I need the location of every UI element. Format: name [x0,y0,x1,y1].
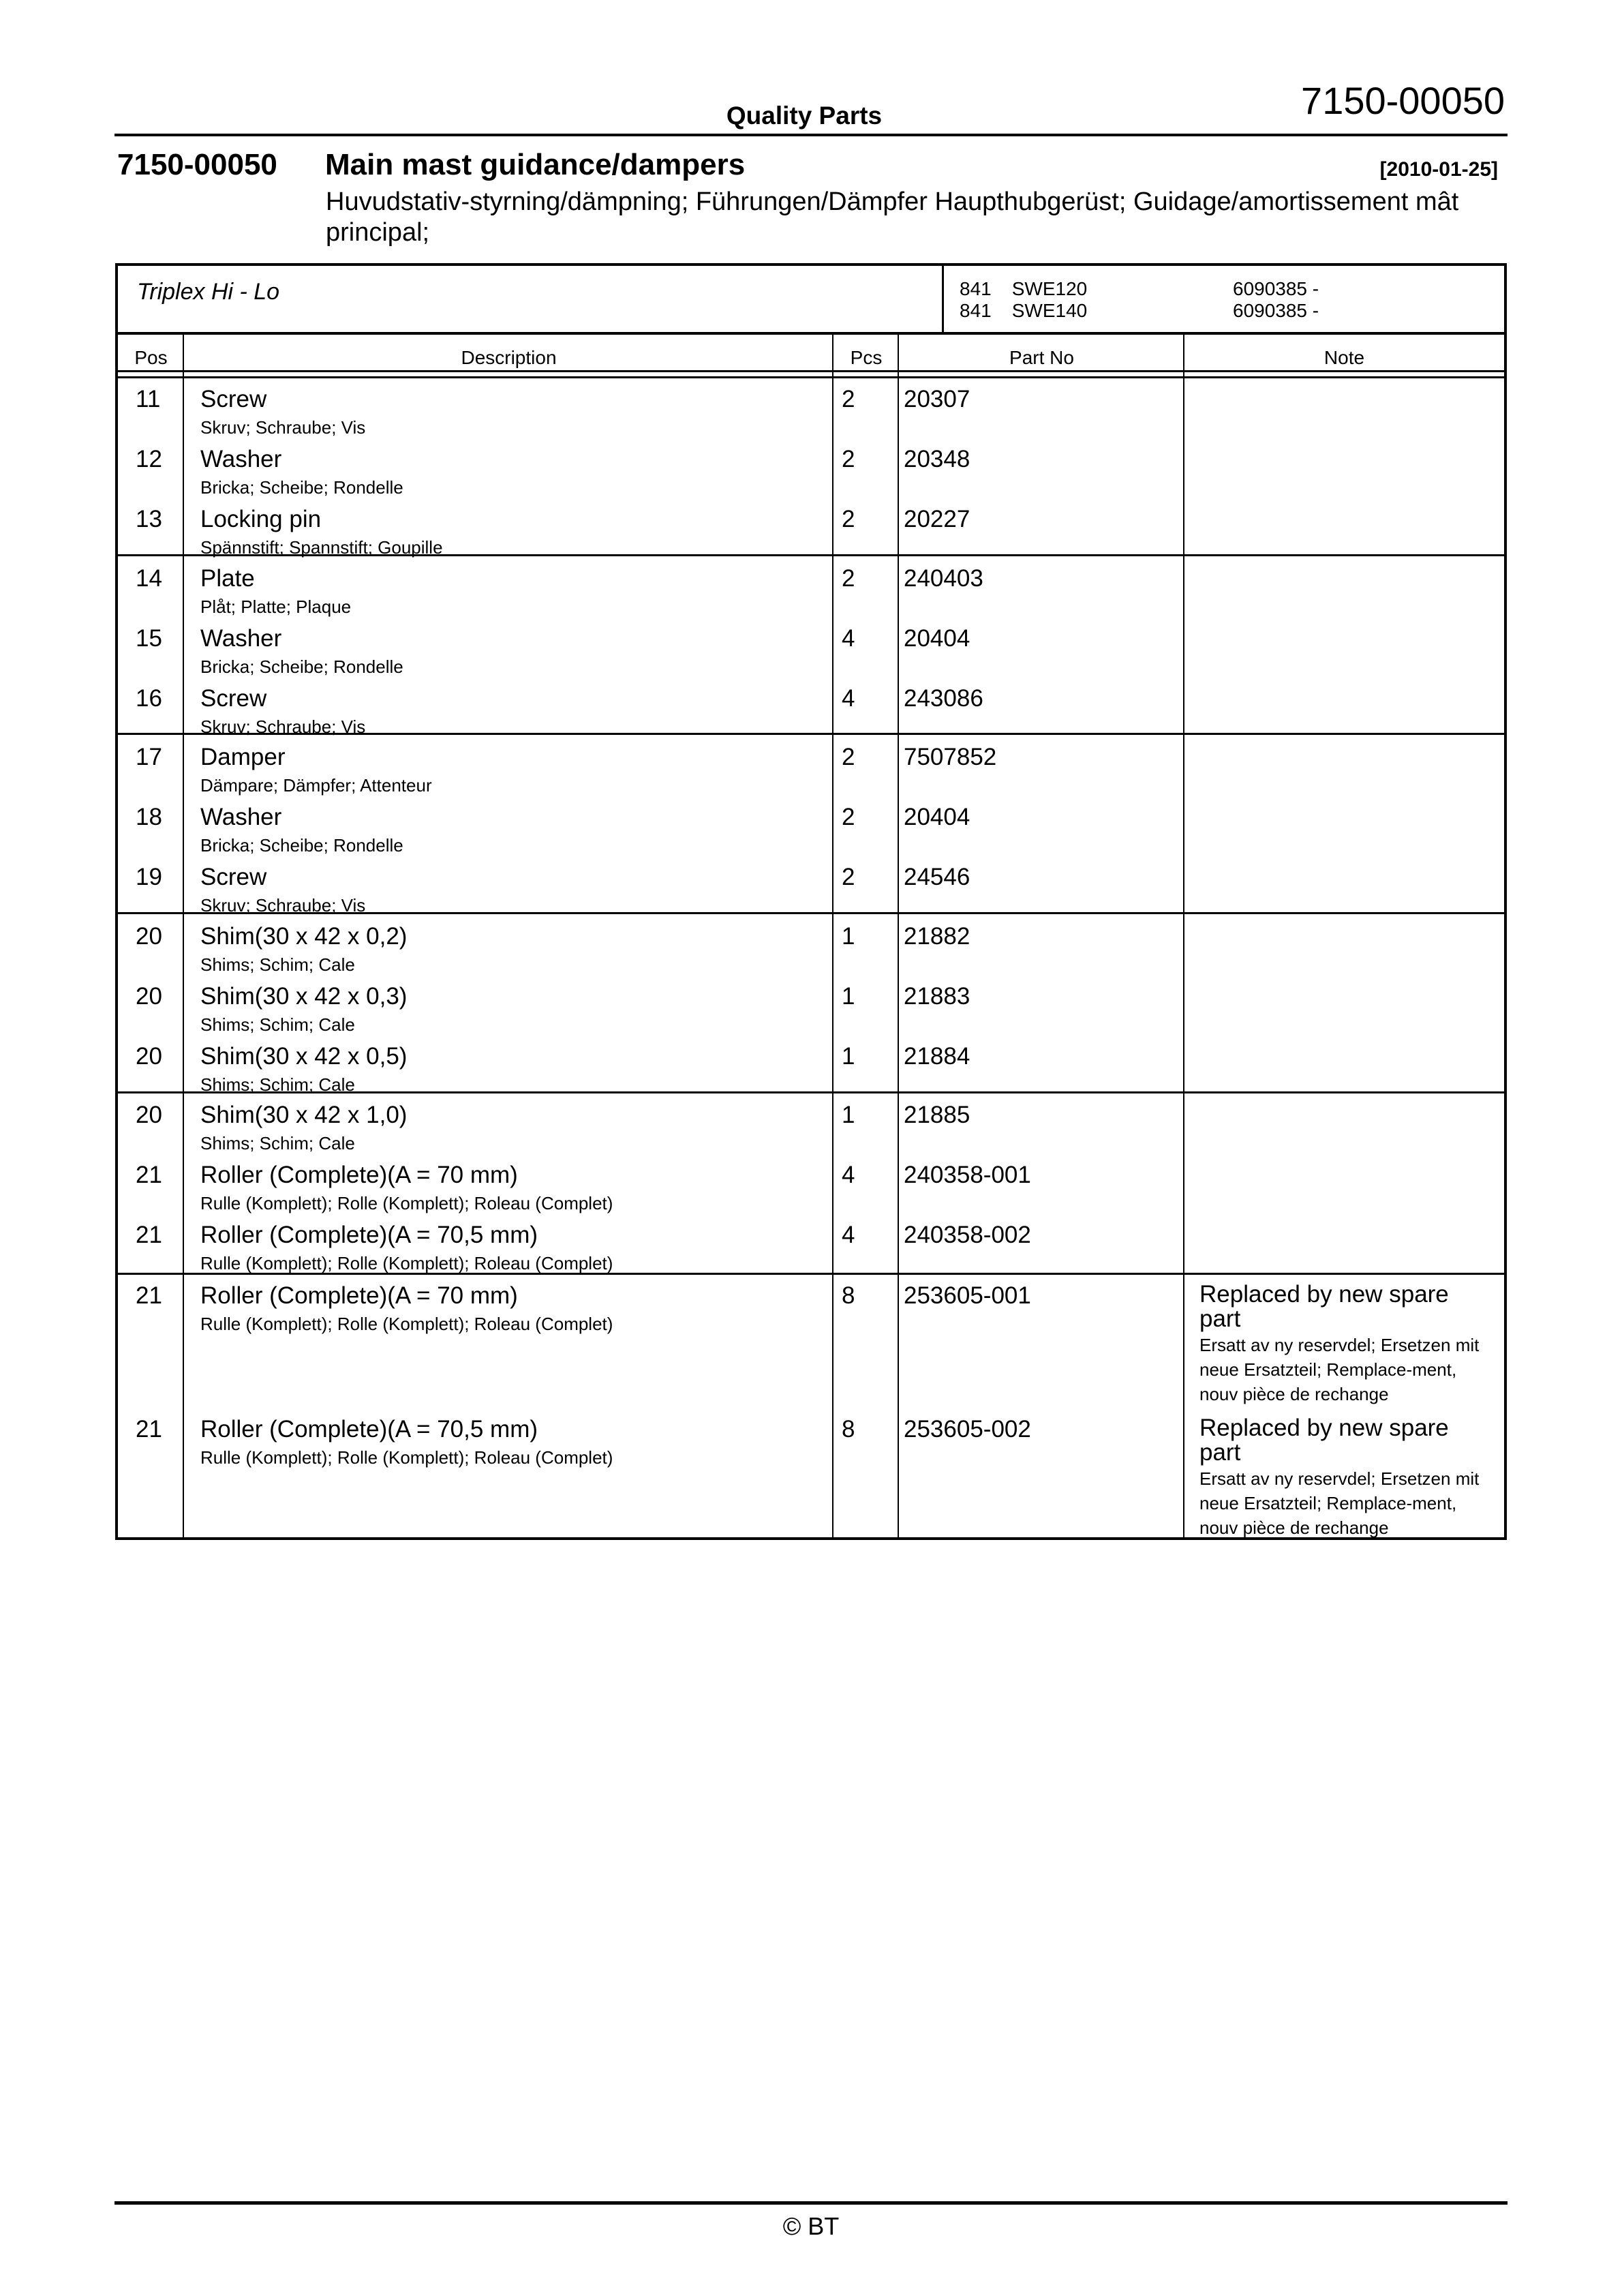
part-name-translations: Shims; Schim; Cale [200,954,355,975]
note-cell [1199,744,1486,745]
description-cell [200,744,432,797]
part-name-translations: Skruv; Schraube; Vis [200,716,366,737]
part-name: Roller (Complete)(A = 70,5 mm) [200,1416,538,1442]
info-bottom-rule [118,332,1504,335]
column-header-pcs: Pcs [850,347,883,368]
note-cell [1199,625,1486,626]
part-number-cell[interactable]: 21882 [904,923,970,950]
pos-cell: 14 [136,565,162,592]
part-name: Screw [200,685,267,712]
column-header-pos: Pos [134,347,168,368]
revision-date: [2010-01-25] [1379,158,1498,181]
part-number-cell[interactable]: 20404 [904,804,970,830]
document-number: 7150-00050 [1301,79,1505,122]
pcs-cell: 4 [842,1222,855,1248]
applicability-code: 841 [960,300,992,321]
note-text: Replaced by new spare part [1199,1415,1449,1466]
footer-divider [114,2201,1508,2205]
pos-cell: 11 [136,386,161,412]
note-cell [1199,1222,1486,1223]
part-name: Washer [200,446,282,472]
model-name: Triplex Hi - Lo [137,279,280,305]
description-cell [200,923,407,976]
description-cell [200,1222,613,1275]
part-name: Screw [200,386,267,412]
pcs-cell: 2 [842,864,855,890]
pcs-cell: 8 [842,1282,855,1309]
part-name: Washer [200,625,282,652]
note-cell [1199,386,1486,387]
header-rule-bottom [118,376,1504,378]
note-cell [1199,1162,1486,1163]
section-title: Quality Parts [726,102,883,130]
applicability-code: 841 [960,278,992,299]
note-cell [1199,923,1486,924]
part-number-cell[interactable]: 240358-001 [904,1162,1031,1188]
pos-cell: 20 [136,983,162,1010]
applicability-model: SWE140 [1011,300,1088,321]
pos-cell: 20 [136,1043,162,1070]
part-name: Damper [200,744,286,770]
part-name-translations: Rulle (Komplett); Rolle (Komplett); Roleau (Complet) [200,1253,613,1273]
description-cell [200,685,365,738]
part-number-cell[interactable]: 20404 [904,625,970,652]
note-translations: Ersatt av ny reservdel; Ersetzen mit neue Ersatzteil; Remplace-ment, nouv pièce de rechange [1199,1468,1480,1538]
serial-range: 6090385 - [1233,300,1319,321]
pos-cell: 21 [136,1282,162,1309]
group-code: 7150-00050 [117,148,277,181]
part-name: Plate [200,565,255,592]
column-header-part-no: Part No [1009,347,1074,368]
applicability-row [960,300,1087,322]
title-translations: Huvudstativ-styrning/dämpning; Führungen/Dämpfer Haupthubgerüst; Guidage/amortissement mât principal; [326,187,1459,247]
note-cell [1199,1043,1486,1044]
column-divider [1183,333,1184,1540]
column-divider [898,333,899,1540]
description-cell [200,565,351,618]
pos-cell: 18 [136,804,162,830]
serial-range: 6090385 - [1233,278,1319,299]
description-cell [200,864,365,917]
pcs-cell: 4 [842,1162,855,1188]
applicability-row [960,278,1087,300]
pos-cell: 21 [136,1222,162,1248]
pos-cell: 20 [136,923,162,950]
part-name: Shim(30 x 42 x 1,0) [200,1102,408,1128]
note-translations: Ersatt av ny reservdel; Ersetzen mit neue Ersatzteil; Remplace-ment, nouv pièce de rechange [1199,1335,1480,1404]
pcs-cell: 2 [842,804,855,830]
part-name-translations: Rulle (Komplett); Rolle (Komplett); Roleau (Complet) [200,1447,613,1468]
note-cell [1199,1416,1486,1540]
note-cell [1199,685,1486,686]
part-name-translations: Bricka; Scheibe; Rondelle [200,656,403,677]
note-cell [1199,804,1486,805]
pcs-cell: 4 [842,685,855,712]
pcs-cell: 2 [842,744,855,770]
pcs-cell: 1 [842,1043,855,1070]
note-cell [1199,565,1486,567]
copyright: © BT [782,2212,840,2240]
part-name: Washer [200,804,282,830]
part-number-cell[interactable]: 253605-001 [904,1282,1031,1309]
part-number-cell[interactable]: 20348 [904,446,970,472]
part-name-translations: Shims; Schim; Cale [200,1074,355,1095]
header-divider [114,134,1508,136]
part-name: Shim(30 x 42 x 0,2) [200,923,408,950]
note-cell [1199,506,1486,507]
note-cell [1199,446,1486,447]
part-name-translations: Rulle (Komplett); Rolle (Komplett); Roleau (Complet) [200,1314,613,1334]
description-cell [200,506,443,559]
pcs-cell: 4 [842,625,855,652]
applicability-model: SWE120 [1011,278,1088,299]
note-cell [1199,864,1486,865]
part-name-translations: Shims; Schim; Cale [200,1133,355,1153]
part-name-translations: Bricka; Scheibe; Rondelle [200,835,403,856]
part-number-cell[interactable]: 240358-002 [904,1222,1031,1248]
part-name-translations: Spännstift; Spannstift; Goupille [200,537,443,558]
part-name: Roller (Complete)(A = 70,5 mm) [200,1222,538,1248]
note-cell [1199,983,1486,984]
note-cell [1199,1282,1486,1406]
pos-cell: 21 [136,1416,162,1442]
part-name-translations: Rulle (Komplett); Rolle (Komplett); Roleau (Complet) [200,1193,613,1213]
note-text: Replaced by new spare part [1199,1281,1449,1332]
part-name-translations: Plåt; Platte; Plaque [200,596,352,617]
pos-cell: 17 [136,744,162,770]
pos-cell: 16 [136,685,162,712]
part-number-cell[interactable]: 20307 [904,386,970,412]
applicability-list [960,278,1087,322]
part-name: Shim(30 x 42 x 0,5) [200,1043,408,1070]
parts-table [115,263,1507,1540]
description-cell [200,1282,613,1335]
pos-cell: 21 [136,1162,162,1188]
part-number-cell[interactable]: 21885 [904,1102,970,1128]
info-divider [942,266,944,332]
pcs-cell: 2 [842,565,855,592]
pos-cell: 12 [136,446,162,472]
part-name-translations: Skruv; Schraube; Vis [200,417,366,438]
part-number-cell[interactable]: 21883 [904,983,970,1010]
pos-cell: 15 [136,625,162,652]
part-number-cell[interactable]: 24546 [904,864,970,890]
part-number-cell[interactable]: 20227 [904,506,970,532]
part-name: Screw [200,864,267,890]
pcs-cell: 2 [842,446,855,472]
column-header-description: Description [461,347,557,368]
description-cell [200,1162,613,1215]
serial-list [1233,278,1319,322]
part-number-cell[interactable]: 240403 [904,565,983,592]
header-rule-top [118,370,1504,372]
description-cell [200,1043,407,1096]
pcs-cell: 2 [842,506,855,532]
pcs-cell: 8 [842,1416,855,1442]
pcs-cell: 2 [842,386,855,412]
part-number-cell[interactable]: 7507852 [904,744,997,770]
description-cell [200,1416,613,1469]
part-name: Locking pin [200,506,322,532]
part-name: Shim(30 x 42 x 0,3) [200,983,408,1010]
description-cell [200,625,403,678]
part-name: Roller (Complete)(A = 70 mm) [200,1162,518,1188]
pos-cell: 13 [136,506,162,532]
pos-cell: 19 [136,864,162,890]
column-header-note: Note [1323,347,1365,368]
part-number-cell[interactable]: 253605-002 [904,1416,1031,1442]
description-cell [200,446,403,499]
part-name-translations: Dämpare; Dämpfer; Attenteur [200,775,432,796]
description-cell [200,1102,407,1155]
column-divider [832,333,833,1540]
pcs-cell: 1 [842,983,855,1010]
pos-cell: 20 [136,1102,162,1128]
part-number-cell[interactable]: 21884 [904,1043,970,1070]
pcs-cell: 1 [842,923,855,950]
description-cell [200,983,407,1036]
description-cell [200,386,365,439]
column-divider [183,333,184,1540]
part-number-cell[interactable]: 243086 [904,685,983,712]
pcs-cell: 1 [842,1102,855,1128]
part-name-translations: Bricka; Scheibe; Rondelle [200,477,403,498]
part-name-translations: Skruv; Schraube; Vis [200,895,366,916]
page-title: Main mast guidance/dampers [325,148,746,181]
part-name-translations: Shims; Schim; Cale [200,1014,355,1035]
part-name: Roller (Complete)(A = 70 mm) [200,1282,518,1309]
description-cell [200,804,403,857]
note-cell [1199,1102,1486,1103]
